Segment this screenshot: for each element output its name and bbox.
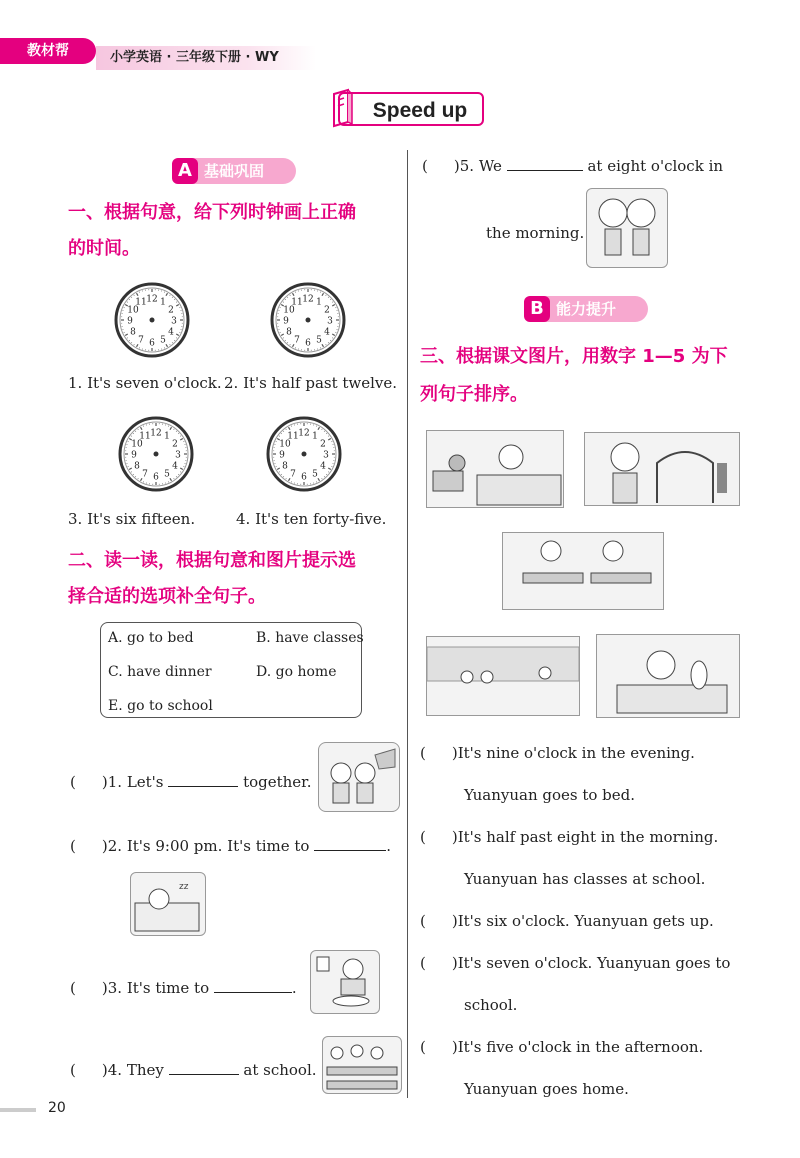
item-text: at eight o'clock in <box>587 157 724 175</box>
item-number: 1. <box>107 773 123 791</box>
q2-item-5-line2: the morning. <box>486 224 585 242</box>
answer-paren[interactable]: ( <box>420 1038 426 1056</box>
clock-number: 2 <box>324 305 330 316</box>
item-text: It's 9:00 pm. It's time to <box>126 837 310 855</box>
item-text: It's nine o'clock in the evening. <box>457 744 695 762</box>
answer-blank[interactable] <box>168 772 238 787</box>
girl-waking-up-picture <box>426 430 564 508</box>
clock-face[interactable] <box>112 280 192 360</box>
answer-paren-close: ) <box>451 912 458 930</box>
clock-number: 9 <box>127 316 133 327</box>
q3-item-line2: school. <box>464 996 518 1014</box>
section-a-label: 基础巩固 <box>204 162 265 180</box>
girl-at-school-gate-picture <box>584 432 740 506</box>
svg-text:zz: zz <box>179 882 189 892</box>
clock-number: 7 <box>138 335 144 346</box>
kids-eating-picture <box>318 742 400 812</box>
option-b: B. have classes <box>256 630 364 646</box>
clock-number: 11 <box>287 431 299 442</box>
answer-paren-close: ) <box>453 157 460 175</box>
answer-paren-close: ) <box>451 828 458 846</box>
clock-number: 1 <box>316 297 322 308</box>
q1-heading-line1: 一、根据句意，给下列时钟画上正确 <box>68 202 356 223</box>
page-number: 20 <box>48 1100 66 1116</box>
option-d: D. go home <box>256 664 337 680</box>
footer-bar <box>0 1108 36 1112</box>
column-divider <box>407 150 408 1098</box>
clock-number: 3 <box>323 450 329 461</box>
q3-heading-line1: 三、根据课文图片，用数字 1—5 为下 <box>420 346 728 367</box>
clock-number: 8 <box>130 327 136 338</box>
answer-paren-close: ) <box>451 1038 458 1056</box>
kids-walking-picture <box>586 188 668 268</box>
answer-paren-close: ) <box>451 954 458 972</box>
answer-paren[interactable]: ( <box>420 828 426 846</box>
clock-number: 6 <box>305 338 311 349</box>
answer-paren[interactable]: ( <box>420 912 426 930</box>
clock-number: 7 <box>142 469 148 480</box>
q1-item-3: 3. It's six fifteen. <box>68 510 196 528</box>
q3-item-line2: Yuanyuan goes to bed. <box>464 786 636 804</box>
q2-item <box>70 772 311 791</box>
answer-paren-open[interactable]: ( <box>70 1061 76 1079</box>
option-a: A. go to bed <box>108 630 194 646</box>
kids-going-home-picture <box>426 636 580 716</box>
item-text: It's seven o'clock. Yuanyuan goes to <box>457 954 731 972</box>
clock-number: 2 <box>172 439 178 450</box>
answer-paren-close: ) <box>101 979 108 997</box>
answer-blank[interactable] <box>214 978 292 993</box>
clock-number: 6 <box>153 472 159 483</box>
q3-item-line2: Yuanyuan has classes at school. <box>464 870 706 888</box>
answer-paren-open[interactable]: ( <box>422 157 428 175</box>
q1-item-1: 1. It's seven o'clock. <box>68 374 222 392</box>
section-b-letter: B <box>524 296 550 322</box>
item-number: 2. <box>107 837 123 855</box>
option-e: E. go to school <box>108 698 213 714</box>
q3-item <box>420 912 714 930</box>
item-text: . <box>291 979 297 997</box>
clock-number: 9 <box>131 450 137 461</box>
item-text: It's half past eight in the morning. <box>457 828 719 846</box>
clock-number: 12 <box>302 294 314 305</box>
clock-number: 8 <box>134 461 140 472</box>
clock-number: 9 <box>283 316 289 327</box>
clock-number: 8 <box>286 327 292 338</box>
answer-paren[interactable]: ( <box>420 954 426 972</box>
clock-number: 10 <box>283 305 295 316</box>
brand-badge: 教材帮 <box>0 38 96 64</box>
q3-item <box>420 744 750 762</box>
q3-item <box>420 954 730 972</box>
clock-number: 8 <box>282 461 288 472</box>
answer-paren-close: ) <box>451 744 458 762</box>
item-text: . <box>386 837 392 855</box>
q3-item <box>420 828 718 846</box>
clock-number: 12 <box>150 428 162 439</box>
q2-heading-line1: 二、读一读，根据句意和图片提示选 <box>68 550 356 571</box>
section-b-badge <box>524 296 648 322</box>
clock-number: 3 <box>175 450 181 461</box>
clock-number: 7 <box>290 469 296 480</box>
clock-number: 5 <box>312 469 318 480</box>
answer-paren-open[interactable]: ( <box>70 979 76 997</box>
page-title: Speed up <box>338 92 484 126</box>
child-sleeping-picture <box>130 872 206 936</box>
answer-paren-close: ) <box>101 773 108 791</box>
clock-number: 3 <box>327 316 333 327</box>
clock-number: 5 <box>316 335 322 346</box>
item-text: at school. <box>243 1061 317 1079</box>
clock-face[interactable] <box>116 414 196 494</box>
item-text: We <box>478 157 502 175</box>
answer-blank[interactable] <box>314 836 386 851</box>
clock-number: 10 <box>279 439 291 450</box>
answer-blank[interactable] <box>169 1060 239 1075</box>
book-title: 小学英语 · 三年级下册 · WY <box>96 46 316 70</box>
item-number: 4. <box>107 1061 123 1079</box>
clock-number: 6 <box>301 472 307 483</box>
answer-paren-open[interactable]: ( <box>70 837 76 855</box>
girl-in-bed-picture <box>596 634 740 718</box>
clock-number: 5 <box>164 469 170 480</box>
clock-number: 11 <box>139 431 151 442</box>
clock-number: 4 <box>324 327 330 338</box>
clock-number: 10 <box>131 439 143 450</box>
q1-heading-line2: 的时间。 <box>68 238 140 259</box>
item-number: 5. <box>459 157 475 175</box>
answer-paren-close: ) <box>101 837 108 855</box>
q2-item <box>422 156 723 175</box>
clock-number: 1 <box>160 297 166 308</box>
clock-number: 2 <box>168 305 174 316</box>
clock-number: 6 <box>149 338 155 349</box>
answer-paren-open[interactable]: ( <box>70 773 76 791</box>
item-text: It's five o'clock in the afternoon. <box>457 1038 704 1056</box>
item-text: Let's <box>126 773 164 791</box>
item-text: It's six o'clock. Yuanyuan gets up. <box>457 912 714 930</box>
section-b-label: 能力提升 <box>556 300 617 318</box>
clock-face[interactable] <box>264 414 344 494</box>
clock-number: 12 <box>298 428 310 439</box>
clock-number: 5 <box>160 335 166 346</box>
clock-number: 4 <box>168 327 174 338</box>
item-text: together. <box>243 773 312 791</box>
q2-item <box>70 836 391 855</box>
classroom-picture <box>322 1036 402 1094</box>
clock-number: 1 <box>312 431 318 442</box>
answer-paren-close: ) <box>101 1061 108 1079</box>
clock-number: 2 <box>320 439 326 450</box>
answer-blank[interactable] <box>507 156 583 171</box>
clock-number: 11 <box>291 297 303 308</box>
q2-heading-line2: 择合适的选项补全句子。 <box>68 586 266 607</box>
item-text: They <box>126 1061 164 1079</box>
man-eating-dinner-picture <box>310 950 380 1014</box>
clock-number: 1 <box>164 431 170 442</box>
clock-number: 9 <box>279 450 285 461</box>
clock-number: 12 <box>146 294 158 305</box>
answer-paren[interactable]: ( <box>420 744 426 762</box>
clock-number: 10 <box>127 305 139 316</box>
q2-item <box>70 1060 317 1079</box>
q2-item <box>70 978 297 997</box>
option-c: C. have dinner <box>108 664 212 680</box>
item-text: It's time to <box>126 979 210 997</box>
clock-number: 4 <box>172 461 178 472</box>
q3-item-line2: Yuanyuan goes home. <box>464 1080 629 1098</box>
item-number: 3. <box>107 979 123 997</box>
q1-item-2: 2. It's half past twelve. <box>224 374 398 392</box>
section-a-badge <box>172 158 296 184</box>
q3-item <box>420 1038 703 1056</box>
q1-item-4: 4. It's ten forty-five. <box>236 510 387 528</box>
clock-number: 3 <box>171 316 177 327</box>
clock-face[interactable] <box>268 280 348 360</box>
q3-heading-line2: 列句子排序。 <box>420 384 528 405</box>
section-a-letter: A <box>172 158 198 184</box>
clock-number: 11 <box>135 297 147 308</box>
classroom-lesson-picture <box>502 532 664 610</box>
clock-number: 4 <box>320 461 326 472</box>
clock-number: 7 <box>294 335 300 346</box>
